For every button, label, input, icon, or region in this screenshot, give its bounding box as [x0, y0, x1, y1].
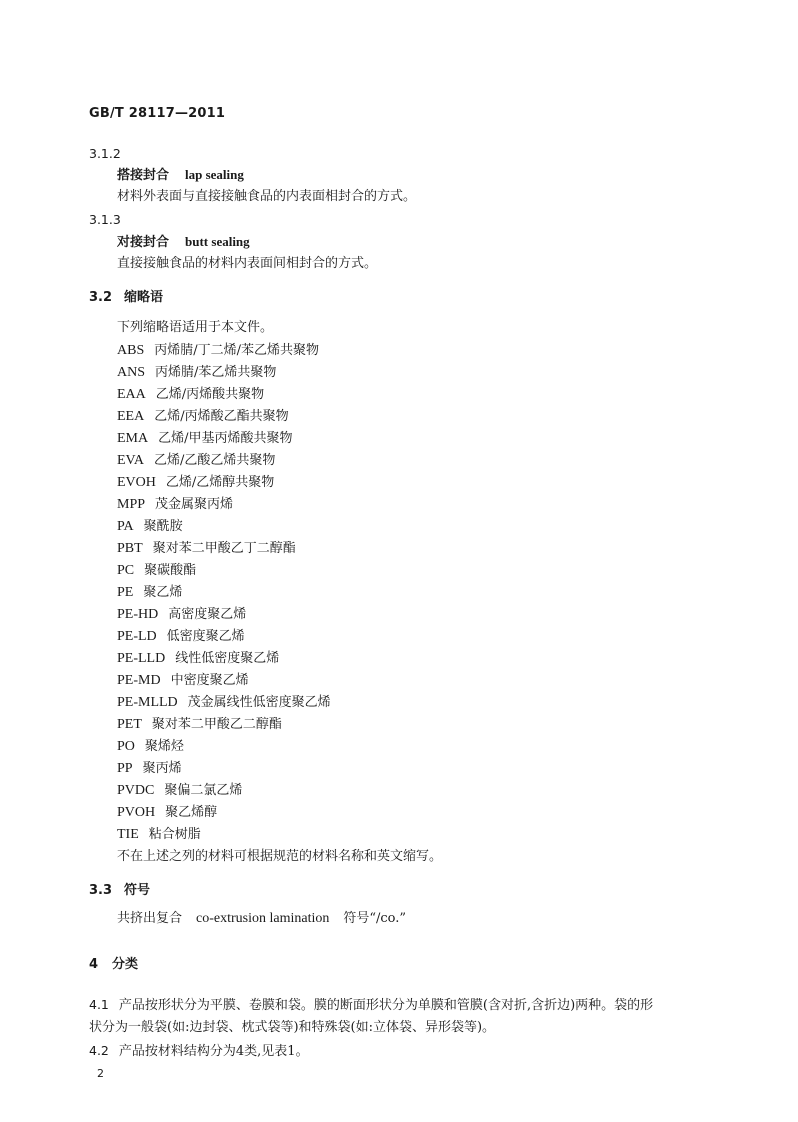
abbr-name: 茂金属线性低密度聚乙烯 [187, 695, 331, 710]
paragraph-number: 4.2 [89, 1043, 109, 1058]
abbreviation-item [117, 409, 289, 425]
abbreviations-intro: 下列缩略语适用于本文件。 [117, 320, 274, 335]
term-en: lap sealing [185, 167, 244, 182]
abbr-name: 线性低密度聚乙烯 [175, 651, 280, 666]
abbr-code: EVOH [117, 475, 156, 490]
abbreviation-item [117, 717, 282, 733]
abbreviation-item [117, 827, 201, 843]
abbr-code: PE-LD [117, 629, 157, 644]
abbreviation-item [117, 563, 196, 579]
section-heading-3-3 [89, 883, 150, 899]
abbreviation-item [117, 695, 331, 711]
abbr-name: 聚偏二氯乙烯 [164, 783, 243, 798]
abbr-name: 丙烯腈/苯乙烯共聚物 [155, 365, 277, 380]
definition-lap-sealing: 材料外表面与直接接触食品的内表面相封合的方式。 [117, 189, 417, 204]
abbr-code: PA [117, 519, 134, 534]
section-heading-4 [89, 957, 138, 973]
abbr-code: PE-MD [117, 673, 161, 688]
paragraph-number: 4.1 [89, 997, 109, 1012]
abbr-code: EEA [117, 409, 145, 424]
paragraph-4-1-continued: 状分为一般袋(如:边封袋、枕式袋等)和特殊袋(如:立体袋、异形袋等)。 [89, 1020, 496, 1035]
clause-number-3-1-3: 3.1.3 [89, 212, 121, 227]
abbreviation-item [117, 497, 233, 513]
abbr-code: EVA [117, 453, 144, 468]
abbreviation-item [117, 651, 279, 667]
symbol-term-en: co-extrusion lamination [196, 911, 330, 926]
symbol-value: 符号“/co.” [343, 911, 407, 926]
abbr-name: 丙烯腈/丁二烯/苯乙烯共聚物 [154, 343, 319, 358]
symbol-term-cn: 共挤出复合 [117, 911, 183, 926]
abbreviation-item [117, 805, 217, 821]
abbreviation-item [117, 541, 296, 557]
abbr-code: EAA [117, 387, 146, 402]
abbr-name: 聚乙烯醇 [165, 805, 218, 820]
abbr-code: ABS [117, 343, 145, 358]
abbr-code: PE-HD [117, 607, 159, 622]
abbr-code: PP [117, 761, 133, 776]
section-title: 缩略语 [124, 290, 164, 305]
abbr-name: 高密度聚乙烯 [168, 607, 247, 622]
abbr-code: PO [117, 739, 135, 754]
section-number: 3.3 [89, 883, 113, 898]
abbreviation-item [117, 585, 182, 601]
section-number: 4 [89, 957, 99, 972]
paragraph-text: 产品按材料结构分为4类,见表1。 [118, 1044, 309, 1059]
paragraph-4-2 [89, 1043, 309, 1060]
abbreviation-item [117, 343, 319, 359]
standard-number: GB/T 28117—2011 [89, 106, 226, 121]
abbr-code: PVDC [117, 783, 155, 798]
term-cn: 对接封合 [117, 235, 170, 250]
abbreviation-item [117, 739, 184, 755]
abbr-code: PE-LLD [117, 651, 166, 666]
abbr-code: TIE [117, 827, 139, 842]
abbr-name: 低密度聚乙烯 [166, 629, 245, 644]
abbr-name: 中密度聚乙烯 [170, 673, 249, 688]
section-number: 3.2 [89, 290, 113, 305]
abbreviation-item [117, 607, 246, 623]
term-cn: 搭接封合 [117, 168, 170, 183]
abbreviations-note: 不在上述之列的材料可根据规范的材料名称和英文缩写。 [117, 849, 443, 864]
abbr-code: PC [117, 563, 135, 578]
abbr-name: 聚乙烯 [143, 585, 183, 600]
section-title: 分类 [112, 957, 139, 972]
abbreviation-item [117, 761, 182, 777]
symbol-line [117, 911, 406, 927]
abbr-code: PET [117, 717, 142, 732]
abbr-name: 粘合树脂 [148, 827, 201, 842]
section-title: 符号 [124, 883, 151, 898]
abbr-name: 乙烯/丙烯酸乙酯共聚物 [154, 409, 289, 424]
abbr-name: 乙烯/乙酸乙烯共聚物 [153, 453, 276, 468]
abbr-name: 茂金属聚丙烯 [155, 497, 234, 512]
abbr-code: ANS [117, 365, 146, 380]
abbr-name: 聚烯烃 [144, 739, 184, 754]
abbreviation-item [117, 387, 264, 403]
term-en: butt sealing [185, 234, 250, 249]
abbr-name: 聚丙烯 [142, 761, 182, 776]
abbr-code: PE [117, 585, 134, 600]
abbreviation-item [117, 431, 293, 447]
abbreviation-item [117, 673, 249, 689]
paragraph-4-1 [89, 997, 653, 1014]
abbr-code: PBT [117, 541, 143, 556]
section-heading-3-2 [89, 290, 163, 306]
abbr-code: PE-MLLD [117, 695, 178, 710]
abbreviation-item [117, 783, 242, 799]
abbr-code: PVOH [117, 805, 156, 820]
abbreviation-item [117, 629, 245, 645]
abbr-name: 乙烯/甲基丙烯酸共聚物 [158, 431, 293, 446]
term-butt-sealing [117, 234, 250, 251]
abbreviation-item [117, 475, 274, 491]
term-lap-sealing [117, 167, 244, 184]
page-number: 2 [97, 1067, 104, 1080]
abbr-name: 聚对苯二甲酸乙二醇酯 [151, 717, 282, 732]
paragraph-text-line1: 产品按形状分为平膜、卷膜和袋。膜的断面形状分为单膜和管膜(含对折,含折边)两种。袋的形 [118, 998, 654, 1013]
abbr-name: 聚酰胺 [143, 519, 183, 534]
abbr-name: 乙烯/丙烯酸共聚物 [155, 387, 265, 402]
abbr-code: MPP [117, 497, 146, 512]
definition-butt-sealing: 直接接触食品的材料内表面间相封合的方式。 [117, 256, 378, 271]
abbreviation-item [117, 365, 276, 381]
abbreviation-item [117, 519, 183, 535]
abbr-name: 聚碳酸酯 [144, 563, 197, 578]
abbr-name: 聚对苯二甲酸乙丁二醇酯 [152, 541, 296, 556]
abbr-name: 乙烯/乙烯醇共聚物 [165, 475, 275, 490]
abbr-code: EMA [117, 431, 149, 446]
abbreviation-item [117, 453, 275, 469]
clause-number-3-1-2: 3.1.2 [89, 146, 121, 161]
